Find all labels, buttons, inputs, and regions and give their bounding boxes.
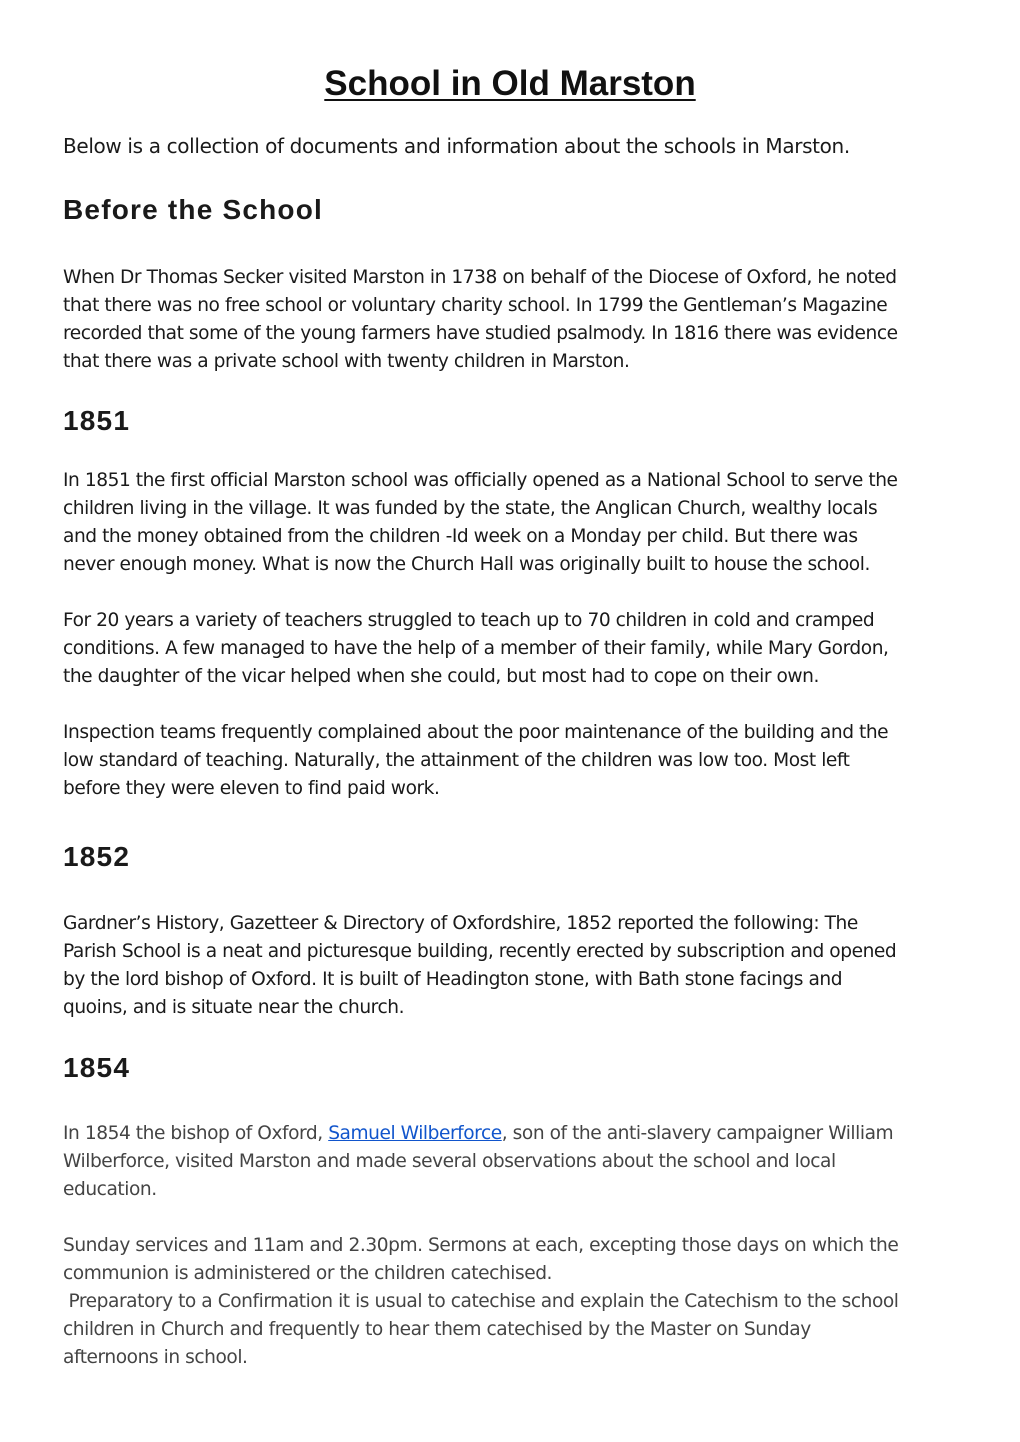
text-line: never enough money. What is now the Church Hall was originally built to house the school. bbox=[63, 554, 870, 575]
text-line: that there was no free school or voluntary charity school. In 1799 the Gentleman’s Magazine bbox=[63, 295, 888, 316]
text-line: For 20 years a variety of teachers struggled to teach up to 70 children in cold and cramped bbox=[63, 610, 875, 631]
text-line: Sunday services and 11am and 2.30pm. Sermons at each, excepting those days on which the bbox=[63, 1235, 899, 1256]
text-line: Wilberforce, visited Marston and made several observations about the school and local bbox=[63, 1151, 836, 1172]
text-fragment: In 1854 the bishop of Oxford, bbox=[63, 1123, 329, 1144]
heading-before-the-school: Before the School bbox=[63, 194, 323, 225]
text-line: before they were eleven to find paid work. bbox=[63, 778, 440, 799]
text-line: Gardner’s History, Gazetteer & Directory of Oxfordshire, 1852 reported the following: The bbox=[63, 913, 858, 934]
text-line: communion is administered or the children catechised. bbox=[63, 1263, 553, 1284]
intro-paragraph: Below is a collection of documents and information about the schools in Marston. bbox=[63, 134, 850, 158]
text-line: conditions. A few managed to have the help of a member of their family, while Mary Gordon, bbox=[63, 638, 889, 659]
heading-1854: 1854 bbox=[63, 1052, 131, 1083]
page-title: School in Old Marston bbox=[324, 64, 696, 103]
text-line: education. bbox=[63, 1179, 157, 1200]
text-line: children in Church and frequently to hear them catechised by the Master on Sunday bbox=[63, 1319, 811, 1340]
text-line: the daughter of the vicar helped when she could, but most had to cope on their own. bbox=[63, 666, 819, 687]
text-fragment: , son of the anti-slavery campaigner William bbox=[501, 1123, 894, 1144]
text-line: children living in the village. It was funded by the state, the Anglican Church, wealthy locals bbox=[63, 498, 878, 519]
text-line: and the money obtained from the children -Id week on a Monday per child. But there was bbox=[63, 526, 858, 547]
text-line: low standard of teaching. Naturally, the attainment of the children was low too. Most left bbox=[63, 750, 850, 771]
paragraph-1851-inspection bbox=[63, 719, 963, 803]
paragraph-1854-visit bbox=[63, 1120, 963, 1204]
paragraph-before-the-school bbox=[63, 264, 963, 376]
samuel-wilberforce-link[interactable]: Samuel Wilberforce bbox=[328, 1123, 502, 1144]
text-line: by the lord bishop of Oxford. It is built of Headington stone, with Bath stone facings and bbox=[63, 969, 843, 990]
paragraph-1852-gazetteer bbox=[63, 910, 963, 1022]
text-line: quoins, and is situate near the church. bbox=[63, 997, 405, 1018]
text-line: In 1851 the first official Marston school was officially opened as a National School to serve the bbox=[63, 470, 898, 491]
heading-1851: 1851 bbox=[63, 405, 131, 436]
paragraph-1851-teachers bbox=[63, 607, 963, 691]
text-line: Preparatory to a Confirmation it is usual to catechise and explain the Catechism to the school bbox=[63, 1291, 899, 1312]
text-line: Inspection teams frequently complained about the poor maintenance of the building and the bbox=[63, 722, 889, 743]
text-line bbox=[63, 1120, 963, 1148]
paragraph-1851-funding bbox=[63, 467, 963, 579]
text-line: recorded that some of the young farmers have studied psalmody. In 1816 there was evidence bbox=[63, 323, 898, 344]
text-line: When Dr Thomas Secker visited Marston in 1738 on behalf of the Diocese of Oxford, he noted bbox=[63, 267, 897, 288]
text-line: Parish School is a neat and picturesque building, recently erected by subscription and opened bbox=[63, 941, 897, 962]
text-line: that there was a private school with twenty children in Marston. bbox=[63, 351, 630, 372]
paragraph-1854-services bbox=[63, 1232, 963, 1372]
text-line: afternoons in school. bbox=[63, 1347, 248, 1368]
heading-1852: 1852 bbox=[63, 841, 131, 872]
